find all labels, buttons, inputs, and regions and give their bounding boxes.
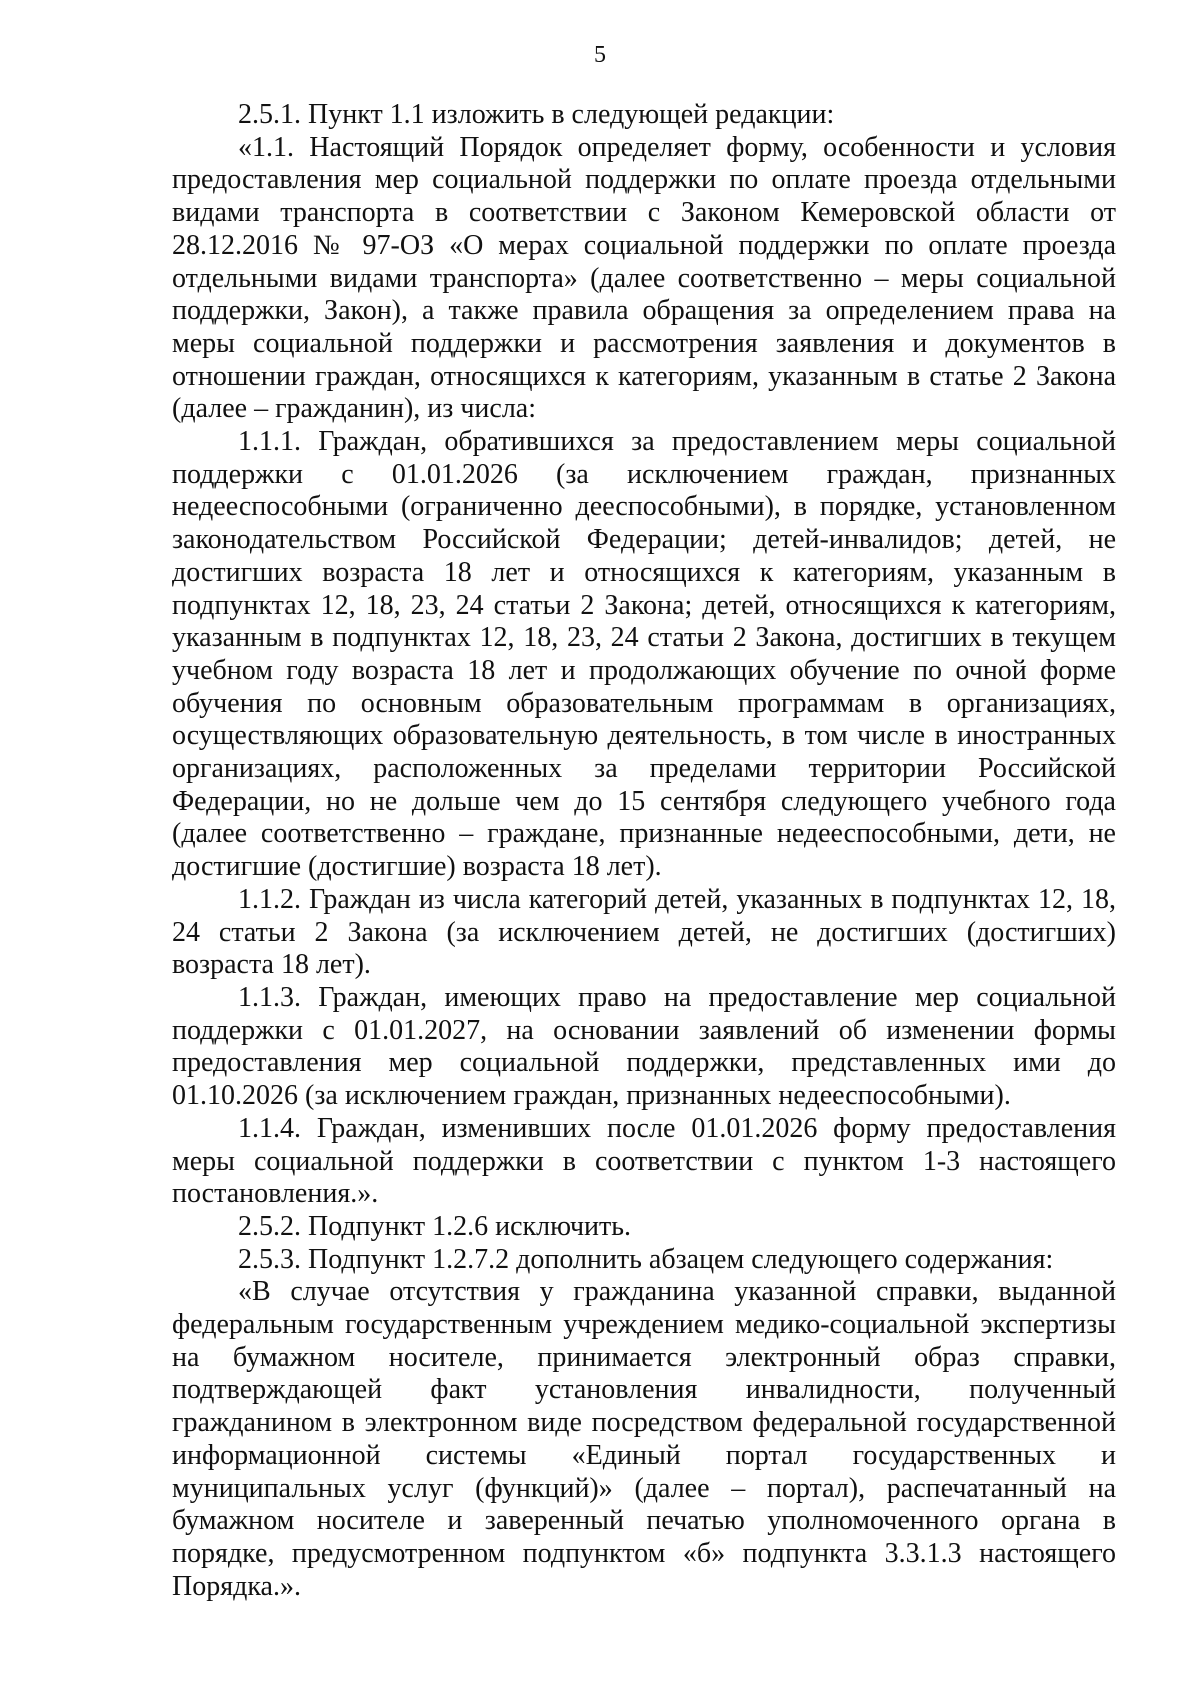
paragraph-1-1-3: 1.1.3. Граждан, имеющих право на предоставление мер социальной поддержки с 01.01.2027, на основании заявлений об изменении формы предоставления мер социальной поддержки, представленных ими до 01.10.2026 (за исключением граждан, признанных недееспособными). bbox=[172, 981, 1116, 1112]
paragraph-2-5-2: 2.5.2. Подпункт 1.2.6 исключить. bbox=[238, 1210, 632, 1242]
paragraph-1-1-1: 1.1.1. Граждан, обратившихся за предоставлением меры социальной поддержки с 01.01.2026 (за исключением граждан, признанных недееспособными (ограниченно дееспособными), в порядке, установленном законодательством Российской Федерации; детей-инвалидов; детей, не достигших возраста 18 лет и относящихся к категориям, указанным в подпунктах 12, 18, 23, 24 статьи 2 Закона; детей, относящихся к категориям, указанным в подпунктах 12, 18, 23, 24 статьи 2 Закона, достигших в текущем учебном году возраста 18 лет и продолжающих обучение по очной форме обучения по основным образовательным программам в организациях, осуществляющих образовательную деятельность, в том числе в иностранных организациях, расположенных за пределами территории Российской Федерации, но не дольше чем до 15 сентября следующего учебного года (далее соответственно – граждане, признанные недееспособными, дети, не достигшие (достигшие) возраста 18 лет). bbox=[172, 426, 1116, 883]
paragraph-quote-spravka: «В случае отсутствия у гражданина указанной справки, выданной федеральным государственным учреждением медико-социальной экспертизы на бумажном носителе, принимается электронный образ справки, подтверждающей факт установления инвалидности, полученный гражданином в электронном виде посредством федеральной государственной информационной системы «Единый портал государственных и муниципальных услуг (функций)» (далее – портал), распечатанный на бумажном носителе и заверенный печатью уполномоченного органа в порядке, предусмотренном подпунктом «б» подпункта 3.3.1.3 настоящего Порядка.». bbox=[172, 1276, 1116, 1602]
document-body bbox=[172, 99, 1116, 1603]
paragraph-2-5-3: 2.5.3. Подпункт 1.2.7.2 дополнить абзацем следующего содержания: bbox=[238, 1243, 1054, 1275]
paragraph-1-1: «1.1. Настоящий Порядок определяет форму, особенности и условия предоставления мер социальной поддержки по оплате проезда отдельными видами транспорта в соответствии с Законом Кемеровской области от 28.12.2016 № 97-ОЗ «О мерах социальной поддержки по оплате проезда отдельными видами транспорта» (далее соответственно – меры социальной поддержки, Закон), а также правила обращения за определением права на меры социальной поддержки и рассмотрения заявления и документов в отношении граждан, относящихся к категориям, указанным в статье 2 Закона (далее – гражданин), из числа: bbox=[172, 131, 1116, 425]
paragraph-1-1-2: 1.1.2. Граждан из числа категорий детей, указанных в подпунктах 12, 18, 24 статьи 2 Закона (за исключением детей, не достигших (достигших) возраста 18 лет). bbox=[172, 883, 1116, 981]
paragraph-1-1-4: 1.1.4. Граждан, изменивших после 01.01.2026 форму предоставления меры социальной поддержки в соответствии с пунктом 1-3 настоящего постановления.». bbox=[172, 1112, 1116, 1210]
paragraph-2-5-1: 2.5.1. Пункт 1.1 изложить в следующей редакции: bbox=[238, 99, 835, 130]
page-number: 5 bbox=[594, 42, 606, 68]
